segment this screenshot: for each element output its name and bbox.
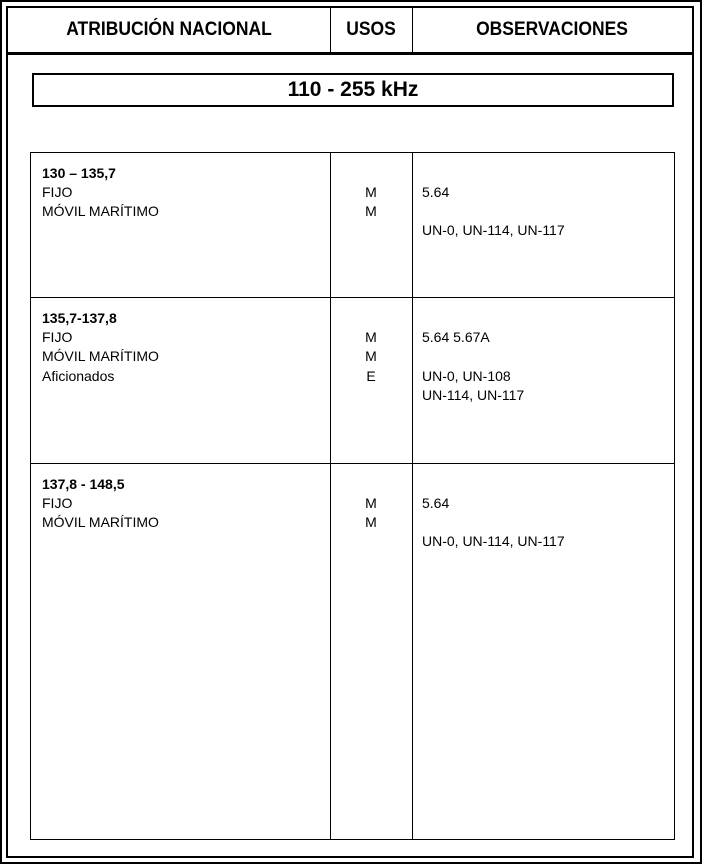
row-divider bbox=[30, 297, 675, 298]
header-divider bbox=[330, 8, 331, 52]
frequency-band-title: 110 - 255 kHz bbox=[32, 73, 674, 107]
row-uso: E bbox=[366, 368, 376, 384]
row-divider bbox=[30, 463, 675, 464]
row-service: MÓVIL MARÍTIMO bbox=[42, 514, 159, 530]
column-divider bbox=[412, 152, 413, 840]
row-observation: 5.64 bbox=[422, 184, 450, 200]
row-range: 130 – 135,7 bbox=[42, 165, 116, 181]
row-observation: 5.64 5.67A bbox=[422, 329, 490, 345]
header-divider bbox=[412, 8, 413, 52]
header-observaciones: OBSERVACIONES bbox=[476, 19, 628, 40]
row-uso: M bbox=[365, 329, 377, 345]
row-service: Aficionados bbox=[42, 368, 115, 384]
row-service: MÓVIL MARÍTIMO bbox=[42, 348, 159, 364]
row-uso: M bbox=[365, 203, 377, 219]
table-header bbox=[8, 8, 692, 55]
row-observation: UN-0, UN-108 bbox=[422, 368, 511, 384]
row-observation: UN-0, UN-114, UN-117 bbox=[422, 533, 565, 549]
row-observation: UN-0, UN-114, UN-117 bbox=[422, 222, 565, 238]
row-uso: M bbox=[365, 184, 377, 200]
row-observation: 5.64 bbox=[422, 495, 450, 511]
row-uso: M bbox=[365, 348, 377, 364]
row-service: FIJO bbox=[42, 329, 73, 345]
row-service: FIJO bbox=[42, 495, 73, 511]
header-usos: USOS bbox=[346, 19, 396, 40]
row-service: FIJO bbox=[42, 184, 73, 200]
row-uso: M bbox=[365, 514, 377, 530]
row-range: 135,7-137,8 bbox=[42, 310, 117, 326]
row-uso: M bbox=[365, 495, 377, 511]
row-service: MÓVIL MARÍTIMO bbox=[42, 203, 159, 219]
row-observation: UN-114, UN-117 bbox=[422, 387, 525, 403]
header-atribucion: ATRIBUCIÓN NACIONAL bbox=[66, 19, 272, 40]
row-range: 137,8 - 148,5 bbox=[42, 476, 125, 492]
